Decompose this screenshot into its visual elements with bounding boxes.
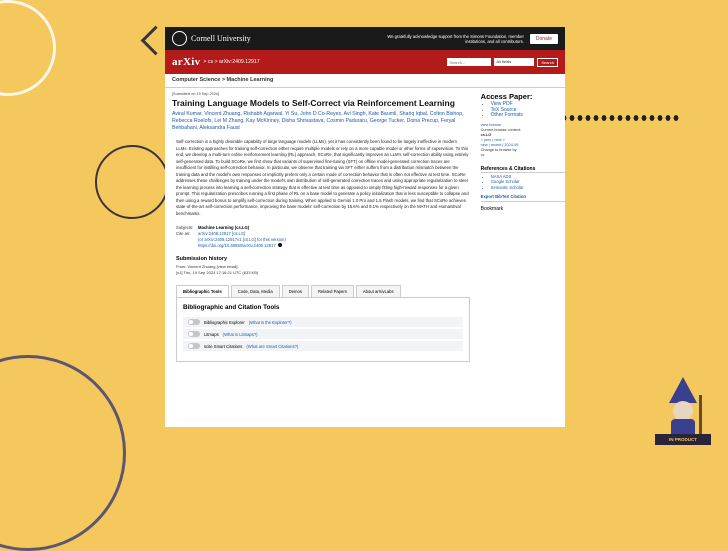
cornell-name: Cornell University [191,34,251,43]
tool-help-link[interactable]: (What is Litmaps?) [222,331,258,337]
decorative-circle [95,145,169,219]
submission-date: [Submitted on 19 Sep 2024] [172,92,220,96]
mascot-badge: IN PRODUCT WANDERING [655,434,711,445]
cornell-header [165,27,565,50]
breadcrumb[interactable]: > cs > arXiv:2409.12917 [203,59,260,65]
cornell-logo[interactable] [172,31,251,46]
decorative-arc [0,355,126,551]
paper-metadata [176,225,470,249]
references-links [481,174,565,191]
tool-label: Litmaps [204,331,219,337]
cite-label: Cite as: [176,231,191,236]
other-formats-link[interactable]: • Other Formats [491,113,565,119]
subjects-value: Machine Learning (cs.LG) [198,225,250,230]
sidebar [477,88,565,366]
tex-source-link[interactable]: • TeX Source [491,108,565,114]
tab-code-data-media[interactable]: Code, Data, Media [231,285,280,297]
tool-row [183,329,463,339]
tool-row [183,317,463,327]
bibliographic-explorer-toggle[interactable] [188,319,200,325]
arxiv-header [165,50,565,74]
tab-demos[interactable]: Demos [282,285,309,297]
tab-bibliographic-tools[interactable]: Bibliographic Tools [176,285,229,297]
paper-title: Training Language Models to Self-Correct via Reinforcement Learning [172,98,455,108]
decorative-dots [560,113,680,123]
subjects-label: Subjects: [176,225,194,230]
browse-context-value: cs.LG [480,132,492,137]
abstract: Self-correction is a highly desirable capability of large language models (LLMs), yet it has consistently been found to be largely ineffective in modern LLMs. Existing approaches for training self-correction either require multiple models or rely on a more capable model or other forms of supervision. To this end, we develop a multi-turn online reinforcement learning (RL) approach, SCoRe, that significantly improves an LLM's self-correction ability using entirely self-generated data. To build SCoRe, we first show that variants of supervised fine-tuning (SFT) on offline model-generated correction traces are insufficient for instilling self-correction behavior. In particular, we observe that training via SFT either suffers from a distribution mismatch between the training data and the model's own responses or implicitly prefers only a certain mode of correction behavior that is often not effective at test time. SCoRe addresses these challenges by training under the model's own distribution of self-generated correction traces and using appropriate regularization to steer the learning process into learning a self-correction strategy that is effective at test time as opposed to simply fitting high-reward responses for a given prompt. This regularization prescribes running a first phase of RL on a base model to generate a policy initialization that is less susceptible to collapse and then using a reward bonus to amplify self-correction during training. When applied to Gemini 1.0 Pro and 1.5 Flash models, we find that SCoRe achieves state-of-the-art self-correction performance, improving the base models' self-correction by 15.6% and 9.1% respectively on the MATH and HumanEval benchmarks. [176,139,469,216]
submission-history [176,264,470,275]
support-text: We gratefully acknowledge support from the Simons Foundation, member institutions, and all contributors. [387,33,524,44]
paper-main [165,88,477,366]
search-button[interactable]: Search [537,58,558,67]
browse-context-label: Current browse context: [480,127,521,132]
info-icon[interactable] [278,243,282,247]
author-list[interactable]: Aviral Kumar, Vincent Zhuang, Rishabh Agarwal, Yi Su, John D Co-Reyes, Avi Singh, Kate Baumli, Shariq Iqbal, Colton Bishop, Rebecca Roelofs, Lei M Zhang, Kay McKinney, Disha Shrivastava, Cosmin Paduraru, George Tucker, Doina Precup, Feryal Behbahani, Aleksandra Faust [172,111,464,131]
tool-label: scite Smart Citations [204,343,243,349]
decorative-circle [0,0,56,96]
tool-help-link[interactable]: (What are Smart Citations?) [246,343,299,349]
change-browse-label: Change to browse by: [480,147,518,152]
history-from: From: Vincent Zhuang [view email] [176,264,238,269]
tab-related-papers[interactable]: Related Papers [311,285,354,297]
tool-row [183,341,463,351]
semantic-scholar-link[interactable]: • Semantic Scholar [491,185,565,191]
prev-next-nav[interactable]: < prev | next > [480,137,505,142]
submission-history-title: Submission history [176,256,228,262]
arxiv-logo[interactable]: arXiv [172,56,201,68]
nasa-ads-link[interactable]: • NASA ADS [491,174,565,180]
license-link[interactable]: view license [480,122,502,127]
export-bibtex-link[interactable]: Export BibTeX Citation [481,194,565,202]
help-links[interactable]: Help | Advanced Search [462,75,503,79]
search-input[interactable] [447,58,491,66]
new-recent-links[interactable]: new | recent | 2024-09 [480,142,519,147]
cite-version-link[interactable]: (or arXiv:2409.12917v1 [cs.LG] for this version) [198,237,286,242]
browse-cs-link[interactable]: cs [480,152,485,157]
search-bar [447,58,558,67]
google-scholar-link[interactable]: • Google Scholar [491,179,565,185]
doi-link[interactable]: https://doi.org/10.48550/arXiv.2409.12917 [198,243,276,248]
tool-label: Bibliographic Explorer [204,319,245,325]
litmaps-toggle[interactable] [188,331,200,337]
references-title: References & Citations [481,166,565,173]
access-links [481,102,565,119]
access-paper-title: Access Paper: [480,92,533,101]
tab-about-arxivlabs[interactable]: About arXivLabs [356,285,401,297]
donate-button[interactable]: Donate [530,34,558,44]
tools-title: Bibliographic and Citation Tools [183,304,280,311]
tools-panel [176,298,470,362]
search-field-select[interactable]: All fields [494,58,534,66]
cornell-seal-icon [172,31,187,46]
subject-header: Computer Science > Machine Learning [165,74,565,88]
bookmark-title: Bookmark [480,206,504,212]
history-version: [v1] Thu, 19 Sep 2024 17:16:21 UTC (633 KB) [176,269,259,275]
cite-link[interactable]: arXiv:2409.12917 [cs.LG] [198,231,246,236]
arxiv-page [165,27,565,427]
labs-tabs [176,285,470,298]
tool-help-link[interactable]: (What is the Explorer?) [248,319,292,325]
view-pdf-link[interactable]: • View PDF [491,102,565,108]
scite-toggle[interactable] [188,343,200,349]
